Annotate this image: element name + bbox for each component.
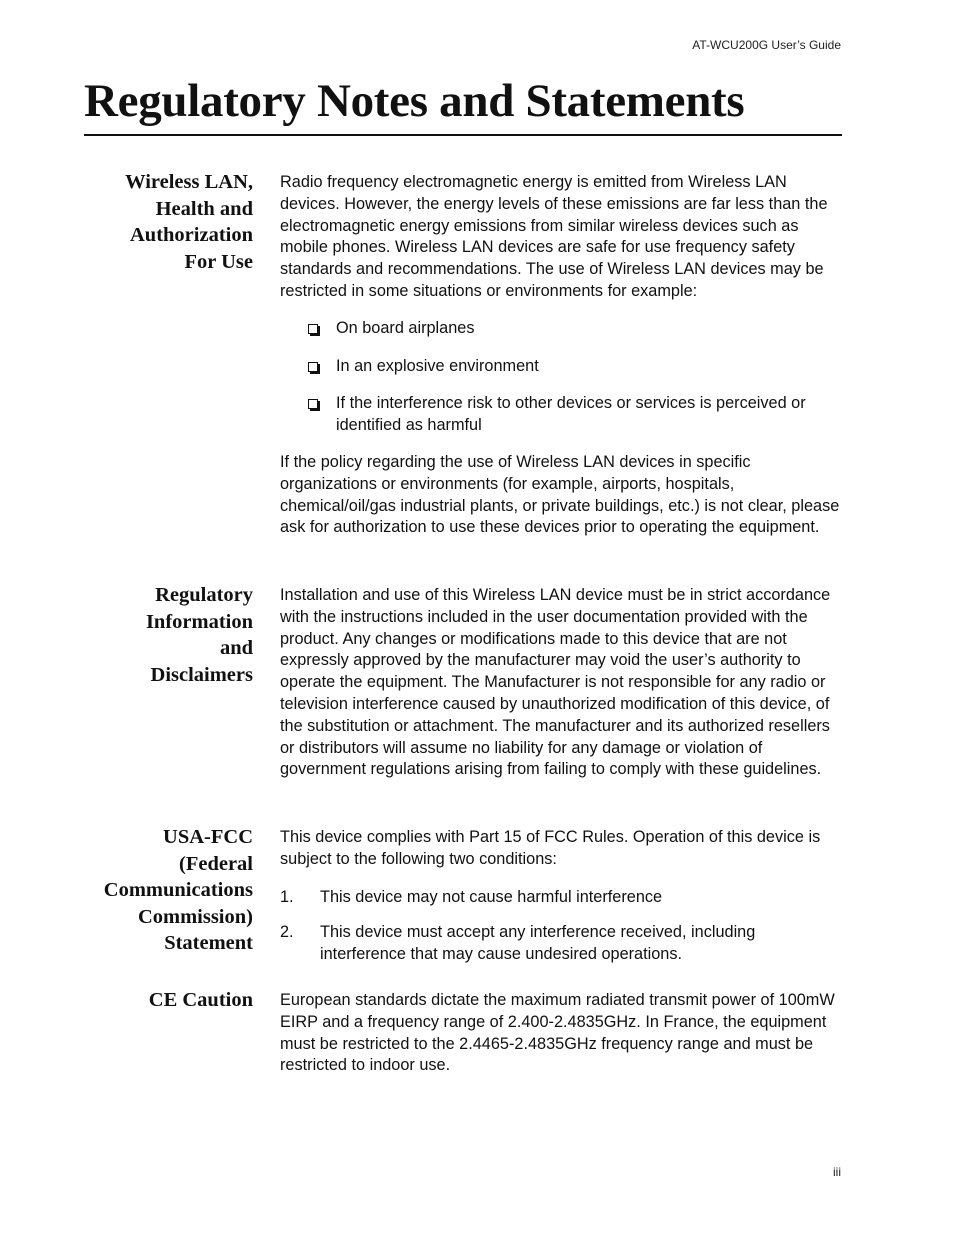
page-title: Regulatory Notes and Statements [84, 74, 842, 136]
ce-paragraph: European standards dictate the maximum radiated transmit power of 100mW EIRP and a frequency range of 2.400-2.4835GHz. In France, the equipment must be restricted to the 2.4465-2.4835GHz frequency range and must be restricted to indoor use. [280, 991, 835, 1075]
checkbox-bullet-icon [308, 399, 318, 409]
list-item-text: This device must accept any interference received, including interference that may cause undesired operations. [320, 923, 756, 963]
running-header: AT-WCU200G User’s Guide [692, 38, 841, 52]
section-heading-regulatory: Regulatory Information and Disclaimers [145, 584, 253, 686]
page-number: iii [833, 1165, 841, 1179]
fcc-intro-paragraph: This device complies with Part 15 of FCC Rules. Operation of this device is subject to the following two conditions: [280, 828, 821, 868]
regulatory-paragraph: Installation and use of this Wireless LAN device must be in strict accordance with the instructions included in the user documentation provided with the product. Any changes or modifications made to this device that are not expressly approved by the manufacturer may void the user’s authority to operate the equipment. The Manufacturer is not responsible for any radio or television interference caused by unauthorized modification of this device, of the substitution or attachment. The manufacturer and its authorized resellers or distributors will assume no liability for any damage or violation of government regulations arising from failing to comply with these guidelines. [280, 586, 831, 779]
list-item-text: This device may not cause harmful interference [320, 888, 663, 906]
section-heading-wireless: Wireless LAN, Health and Authorization For Use [125, 171, 253, 273]
list-item-text: In an explosive environment [336, 357, 539, 375]
list-item-text: On board airplanes [336, 319, 475, 337]
checkbox-bullet-icon [308, 362, 318, 372]
list-number: 1. [280, 888, 294, 906]
wireless-intro-paragraph: Radio frequency electromagnetic energy is emitted from Wireless LAN devices. However, the energy levels of these emissions are far less than the electromagnetic energy emissions from similar wireless devices such as mobile phones. Wireless LAN devices are safe for use frequency safety standards and recommendations. The use of Wireless LAN devices may be restricted in some situations or environments for example: [280, 173, 828, 300]
list-item-text: If the interference risk to other devices or services is perceived or identified as harmful [336, 394, 806, 434]
list-number: 2. [280, 923, 294, 941]
wireless-closing-paragraph: If the policy regarding the use of Wireless LAN devices in specific organizations or environments (for example, airports, hospitals, chemical/oil/gas industrial plants, or private buildings, etc.) is not clear, please ask for authorization to use these devices prior to operating the equipment. [280, 453, 840, 537]
section-heading-fcc: USA-FCC (Federal Communications Commission) Statement [103, 826, 253, 954]
section-heading-ce: CE Caution [148, 989, 253, 1011]
checkbox-bullet-icon [308, 324, 318, 334]
